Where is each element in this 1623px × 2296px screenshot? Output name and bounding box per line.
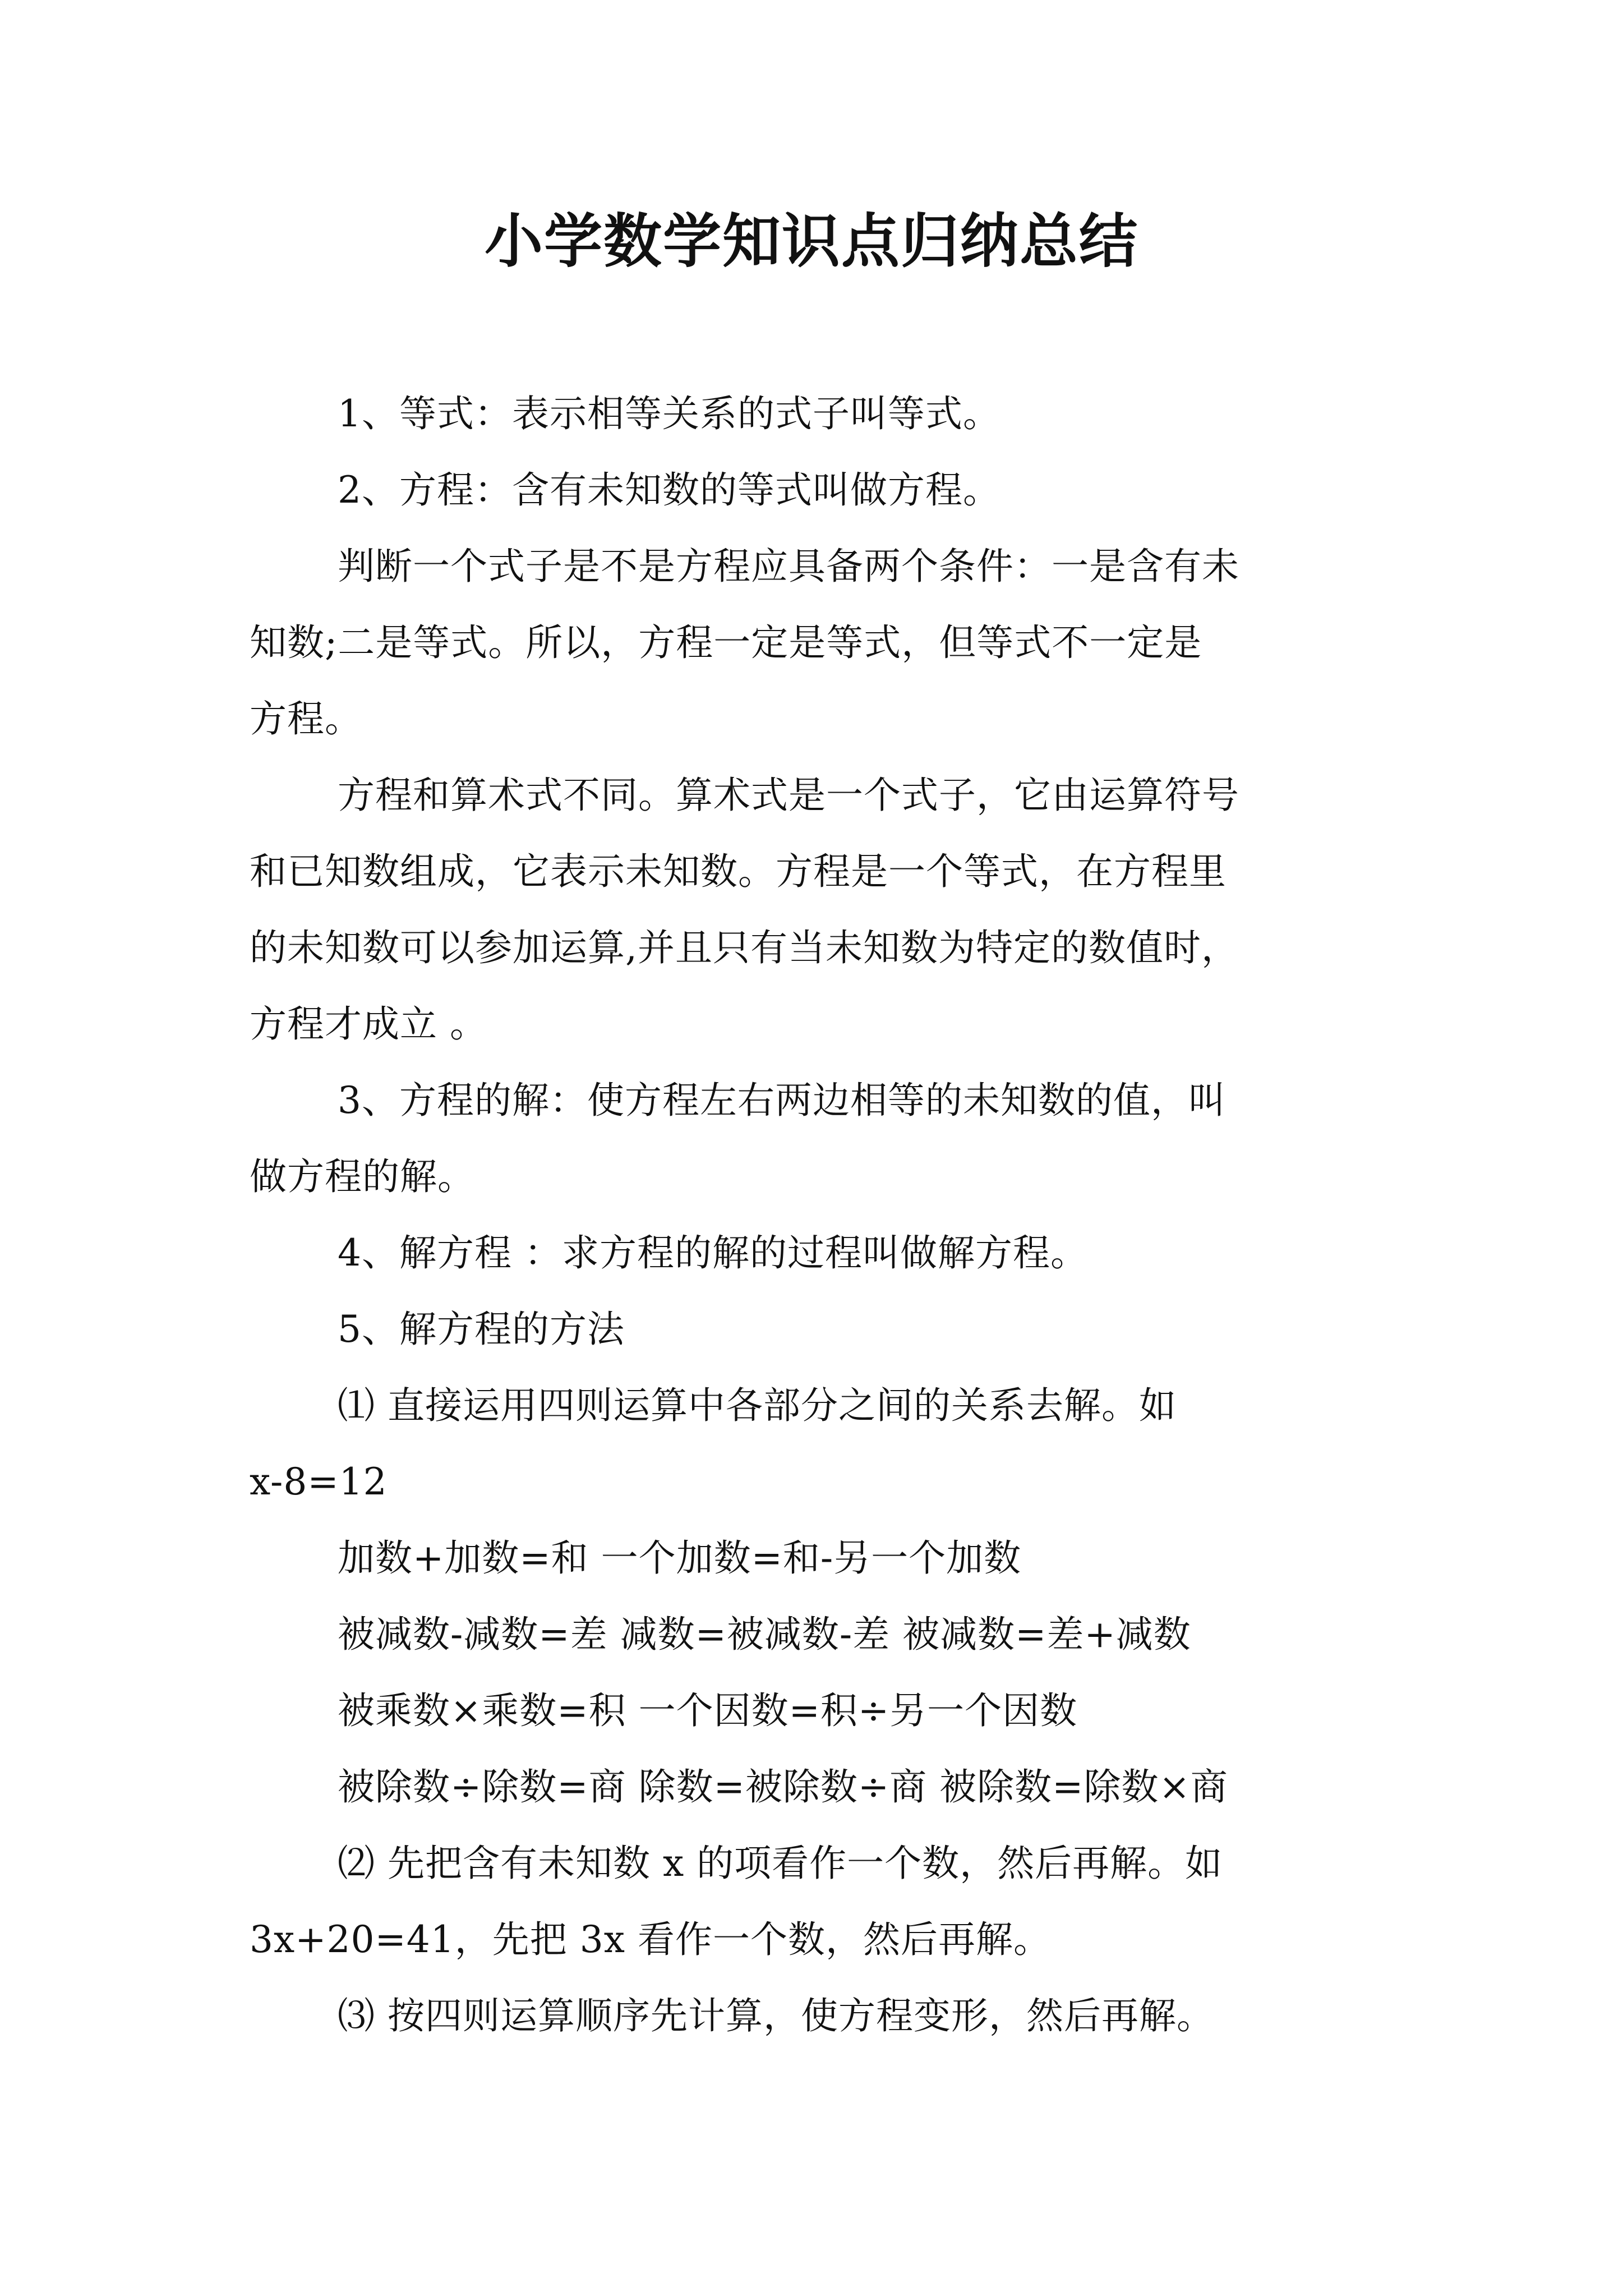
definition-equation: 2、方程：含有未知数的等式叫做方程。 [338,468,1000,512]
paragraph-line: 判断一个式子是不是方程应具备两个条件：一是含有未 [338,545,1239,588]
section-heading-methods: 5、解方程的方法 [338,1308,625,1351]
formula-multiplication: 被乘数×乘数=积 一个因数=积÷另一个因数 [338,1689,1078,1732]
paragraph-line: 方程才成立 。 [250,1002,487,1046]
definition-solving: 4、解方程 ：求方程的解的过程叫做解方程。 [338,1231,1088,1274]
definition-solution: 3、方程的解：使方程左右两边相等的未知数的值，叫 [338,1079,1226,1122]
paragraph-line: 和已知数组成，它表示未知数。方程是一个等式，在方程里 [250,850,1227,893]
method-2-example: 3x+20=41，先把 3x 看作一个数，然后再解。 [250,1918,1051,1961]
paragraph-line: 知数;二是等式。所以，方程一定是等式，但等式不一定是 [250,621,1202,664]
definition-equality: 1、等式：表示相等关系的式子叫等式。 [338,392,1000,435]
paragraph-line: 的未知数可以参加运算,并且只有当未知数为特定的数值时， [250,926,1239,969]
method-3-line: ⑶ 按四则运算顺序先计算，使方程变形，然后再解。 [338,1994,1214,2037]
formula-division: 被除数÷除数=商 除数=被除数÷商 被除数=除数×商 [338,1765,1228,1809]
paragraph-line: 做方程的解。 [250,1155,475,1198]
method-2-line: ⑵ 先把含有未知数 x 的项看作一个数，然后再解。如 [338,1842,1223,1885]
method-1-line: ⑴ 直接运用四则运算中各部分之间的关系去解。如 [338,1384,1177,1427]
formula-addition: 加数+加数=和 一个加数=和-另一个加数 [338,1536,1022,1580]
document-body [250,376,1385,2054]
paragraph-line: 方程和算术式不同。算术式是一个式子，它由运算符号 [338,774,1239,817]
method-1-example: x-8=12 [250,1460,388,1503]
formula-subtraction: 被减数-减数=差 减数=被减数-差 被减数=差+减数 [338,1613,1191,1656]
document-title: 小学数学知识点归纳总结 [484,206,1138,275]
paragraph-line: 方程。 [250,697,362,740]
